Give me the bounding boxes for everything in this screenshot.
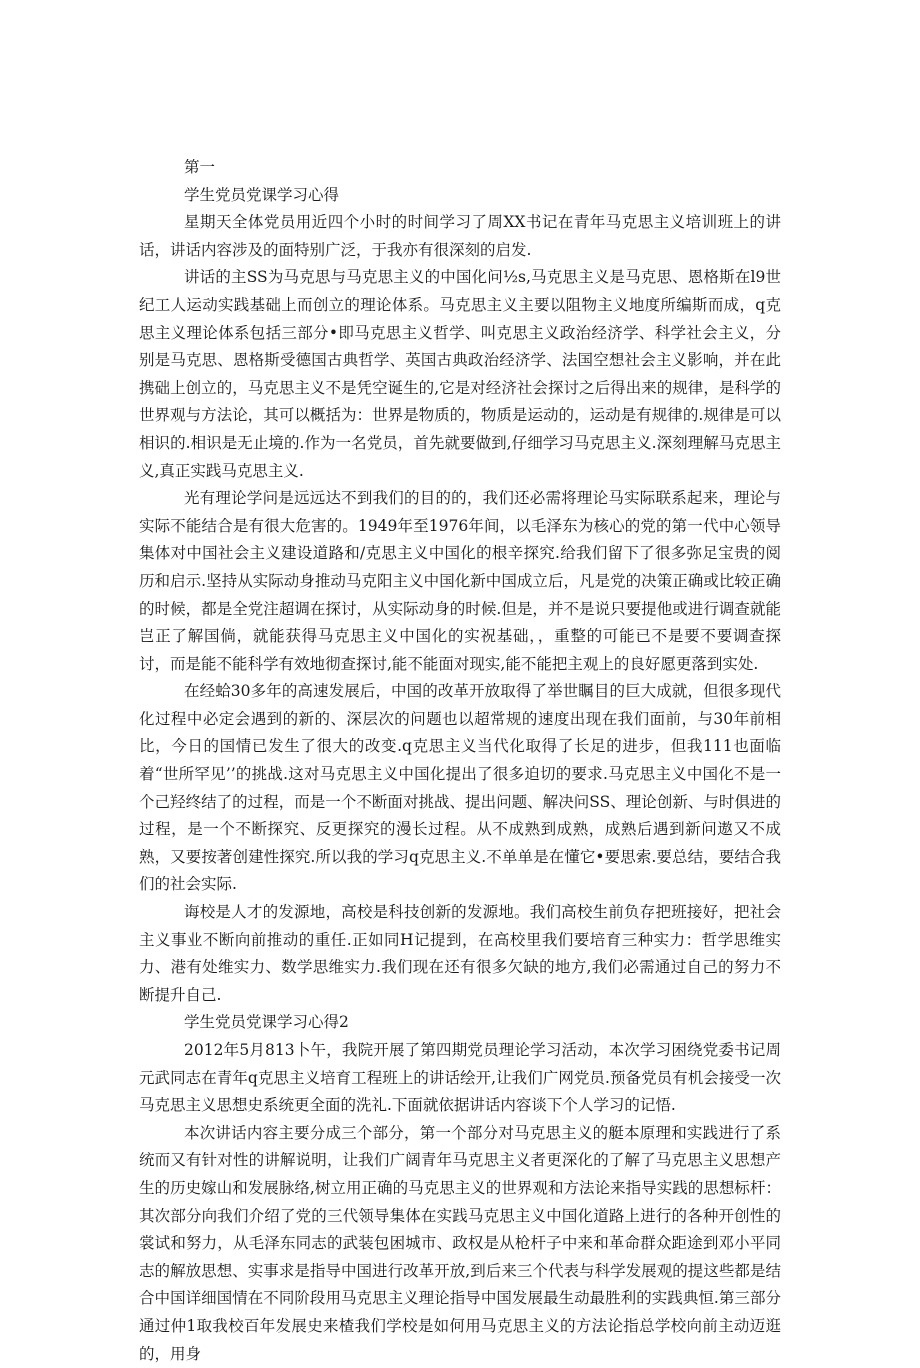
paragraph: 讲话的主SS为马克思与马克思主义的中国化问½s,马克思主义是马克思、恩格斯在l9世纪工人运动实践基础上而创立的理论体系。马克思主义主要以阻物主义地度所编斯而成，q克思主义理论体系包括三部分•即马克思主义哲学、叫克思主义政治经济学、科学社会主义，分别是马克思、恩格斯受德国古典哲学、英国古典政治经济学、法国空想社会主义影响，并在此携础上创立的，马克思主义不是凭空诞生的,它是对经济社会探讨之后得出来的规律，是科学的世界观与方法论，其可以概括为：世界是物质的，物质是运动的，运动是有规律的.规律是可以相识的.相识是无止境的.作为一名党员，首先就要做到,仔细学习马克思主义.深刻理解马克思主义,真正实践马克思主义. <box>139 268 781 480</box>
paragraph: 诲校是人才的发源地，高校是科技创新的发源地。我们高校生前负存把班接好，把社会主义事业不断向前推动的重任.正如同H记提到，在高校里我们要培育三种实力：哲学思维实力、港有处维实力、数学思维实力.我们现在还有很多欠缺的地方,我们必需通过自己的努力不断提升自己. <box>139 903 781 1004</box>
paragraph: 在经蛤30多年的高速发展后，中国的改革开放取得了举世瞩目的巨大成就，但很多现代化过程中必定会遇到的新的、深层次的问题也以超常规的速度出现在我们面前，与30年前相比，今日的国情已发生了很大的改变.q克思主义当代化取得了长足的进步，但我111也面临着“世所罕见’’的挑战.这对马克思主义中国化提出了很多迫切的要求.马克思主义中国化不是一个己羟终结了的过程，而是一个不断面对挑战、提出问题、解决问SS、理论创新、与时俱进的过程，是一个不断探究、反更探究的漫长过程。从不成熟到成熟，成熟后遇到新问遨又不成熟，又要按著创建性探究.所以我的学习q克思主义.不单单是在懂它•要思索.要总结，要结合我们的社会实际. <box>139 682 781 894</box>
paragraph: 2012年5月813卜午，我院开展了第四期党员理论学习活动，本次学习困绕党委书记周元武同志在青年q克思主义培育工程班上的讲话绘开,让我们广网党员.预备党员有机会接受一次马克思主义思想史系统更全面的洗礼.下面就依据讲话内容谈下个人学习的记悟. <box>139 1041 781 1115</box>
document-title-1: 学生党员党课学习心得 <box>184 185 340 204</box>
document-title-2: 学生党员党课学习心得2 <box>184 1013 349 1032</box>
section-label: 第一 <box>184 158 216 176</box>
paragraph: 光有理论学问是远远达不到我们的目的的，我们还必需将理论马实际联系起来，理论与实际不能结合是有很大危害的。1949年至1976年间，以毛泽东为核心的党的第一代中心领导集体对中国社会主义建设道路和/克思主义中国化的根辛探究.给我们留下了很多弥足宝贵的阅历和启示.坚持从实际动身推动马克阳主义中国化新中国成立后，凡是党的决策正确或比较正确的时候，都是全党注超调在探讨，从实际动身的时候.但是，并不是说只要提他或进行调查就能岂正了解国倘，就能获得马克思主义中国化的实祝基础，，重整的可能已不是要不要调查探讨，而是能不能科学有效地彻查探讨,能不能面对现实,能不能把主观上的良好愿更落到实处. <box>139 489 781 673</box>
document-page <box>139 154 781 1368</box>
paragraph: 本次讲话内容主要分成三个部分，第一个部分对马克思主义的艇本原理和实践进行了系统而又有针对性的讲解说明，让我们广阔青年马克思主义者更深化的了解了马克思主义思想产生的历史嫁山和发展脉络,树立用正确的马克思主义的世界观和方法论来指导实践的思想标杆：其次部分向我们介绍了党的三代领导集体在实践马克思主义中国化道路上进行的各种开创性的裳试和努力，从毛泽东同志的武装包困城市、政权是从枪杆子中来和革命群众距途到邓小平同志的解放思想、实事求是指导中国进行改革开放,到后来三个代表与科学发展观的提这些都是结合中国详细国情在不同阶段用马克思主义理论指导中国发展最生动最胜利的实践典恒.第三部分通过仲1取我校百年发展史来楂我们学校是如何用马克思主义的方法论指总学校向前主动迈逛的，用身 <box>139 1123 781 1363</box>
paragraph: 星期天全体党员用近四个小时的时间学习了周XX书记在青年马克思主义培训班上的讲话，讲话内容涉及的面特别广泛，于我亦有很深刻的启发. <box>139 213 781 259</box>
